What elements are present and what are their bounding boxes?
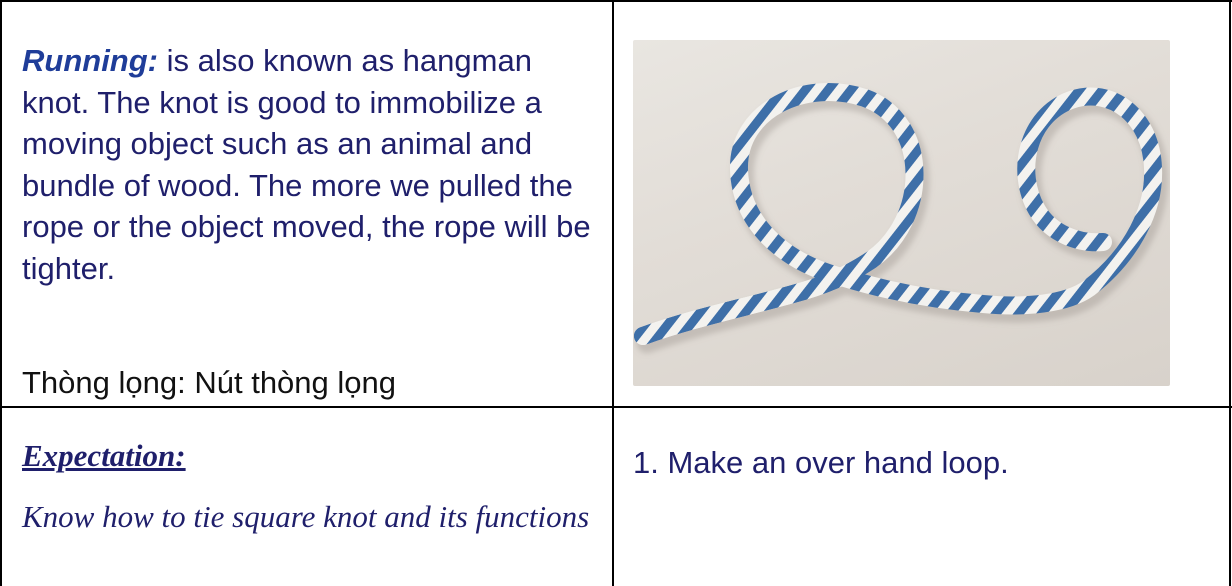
expectation-section — [22, 436, 602, 535]
expectation-heading: Expectation: — [22, 438, 186, 473]
running-knot-text: is also known as hangman knot. The knot is good to immobilize a moving object such as an animal and bundle of wood. The more we pulled the rope or the object moved, the rope will be tighter. — [22, 43, 591, 286]
table-border-left — [0, 0, 2, 586]
rope-knot-photo — [633, 40, 1170, 386]
rope-knot-illustration — [633, 40, 1170, 386]
vietnamese-knot-name: Thòng lọng: Nút thòng lọng — [22, 365, 396, 400]
table-border-top — [0, 0, 1232, 2]
table-row-divider — [0, 406, 1232, 408]
running-knot-description — [22, 40, 602, 289]
table-border-right — [1229, 0, 1231, 586]
expectation-text: Know how to tie square knot and its functions — [22, 499, 590, 534]
table-column-divider — [612, 0, 614, 586]
running-knot-label: Running: — [22, 43, 159, 78]
step-1-text: 1. Make an over hand loop. — [633, 445, 1009, 480]
